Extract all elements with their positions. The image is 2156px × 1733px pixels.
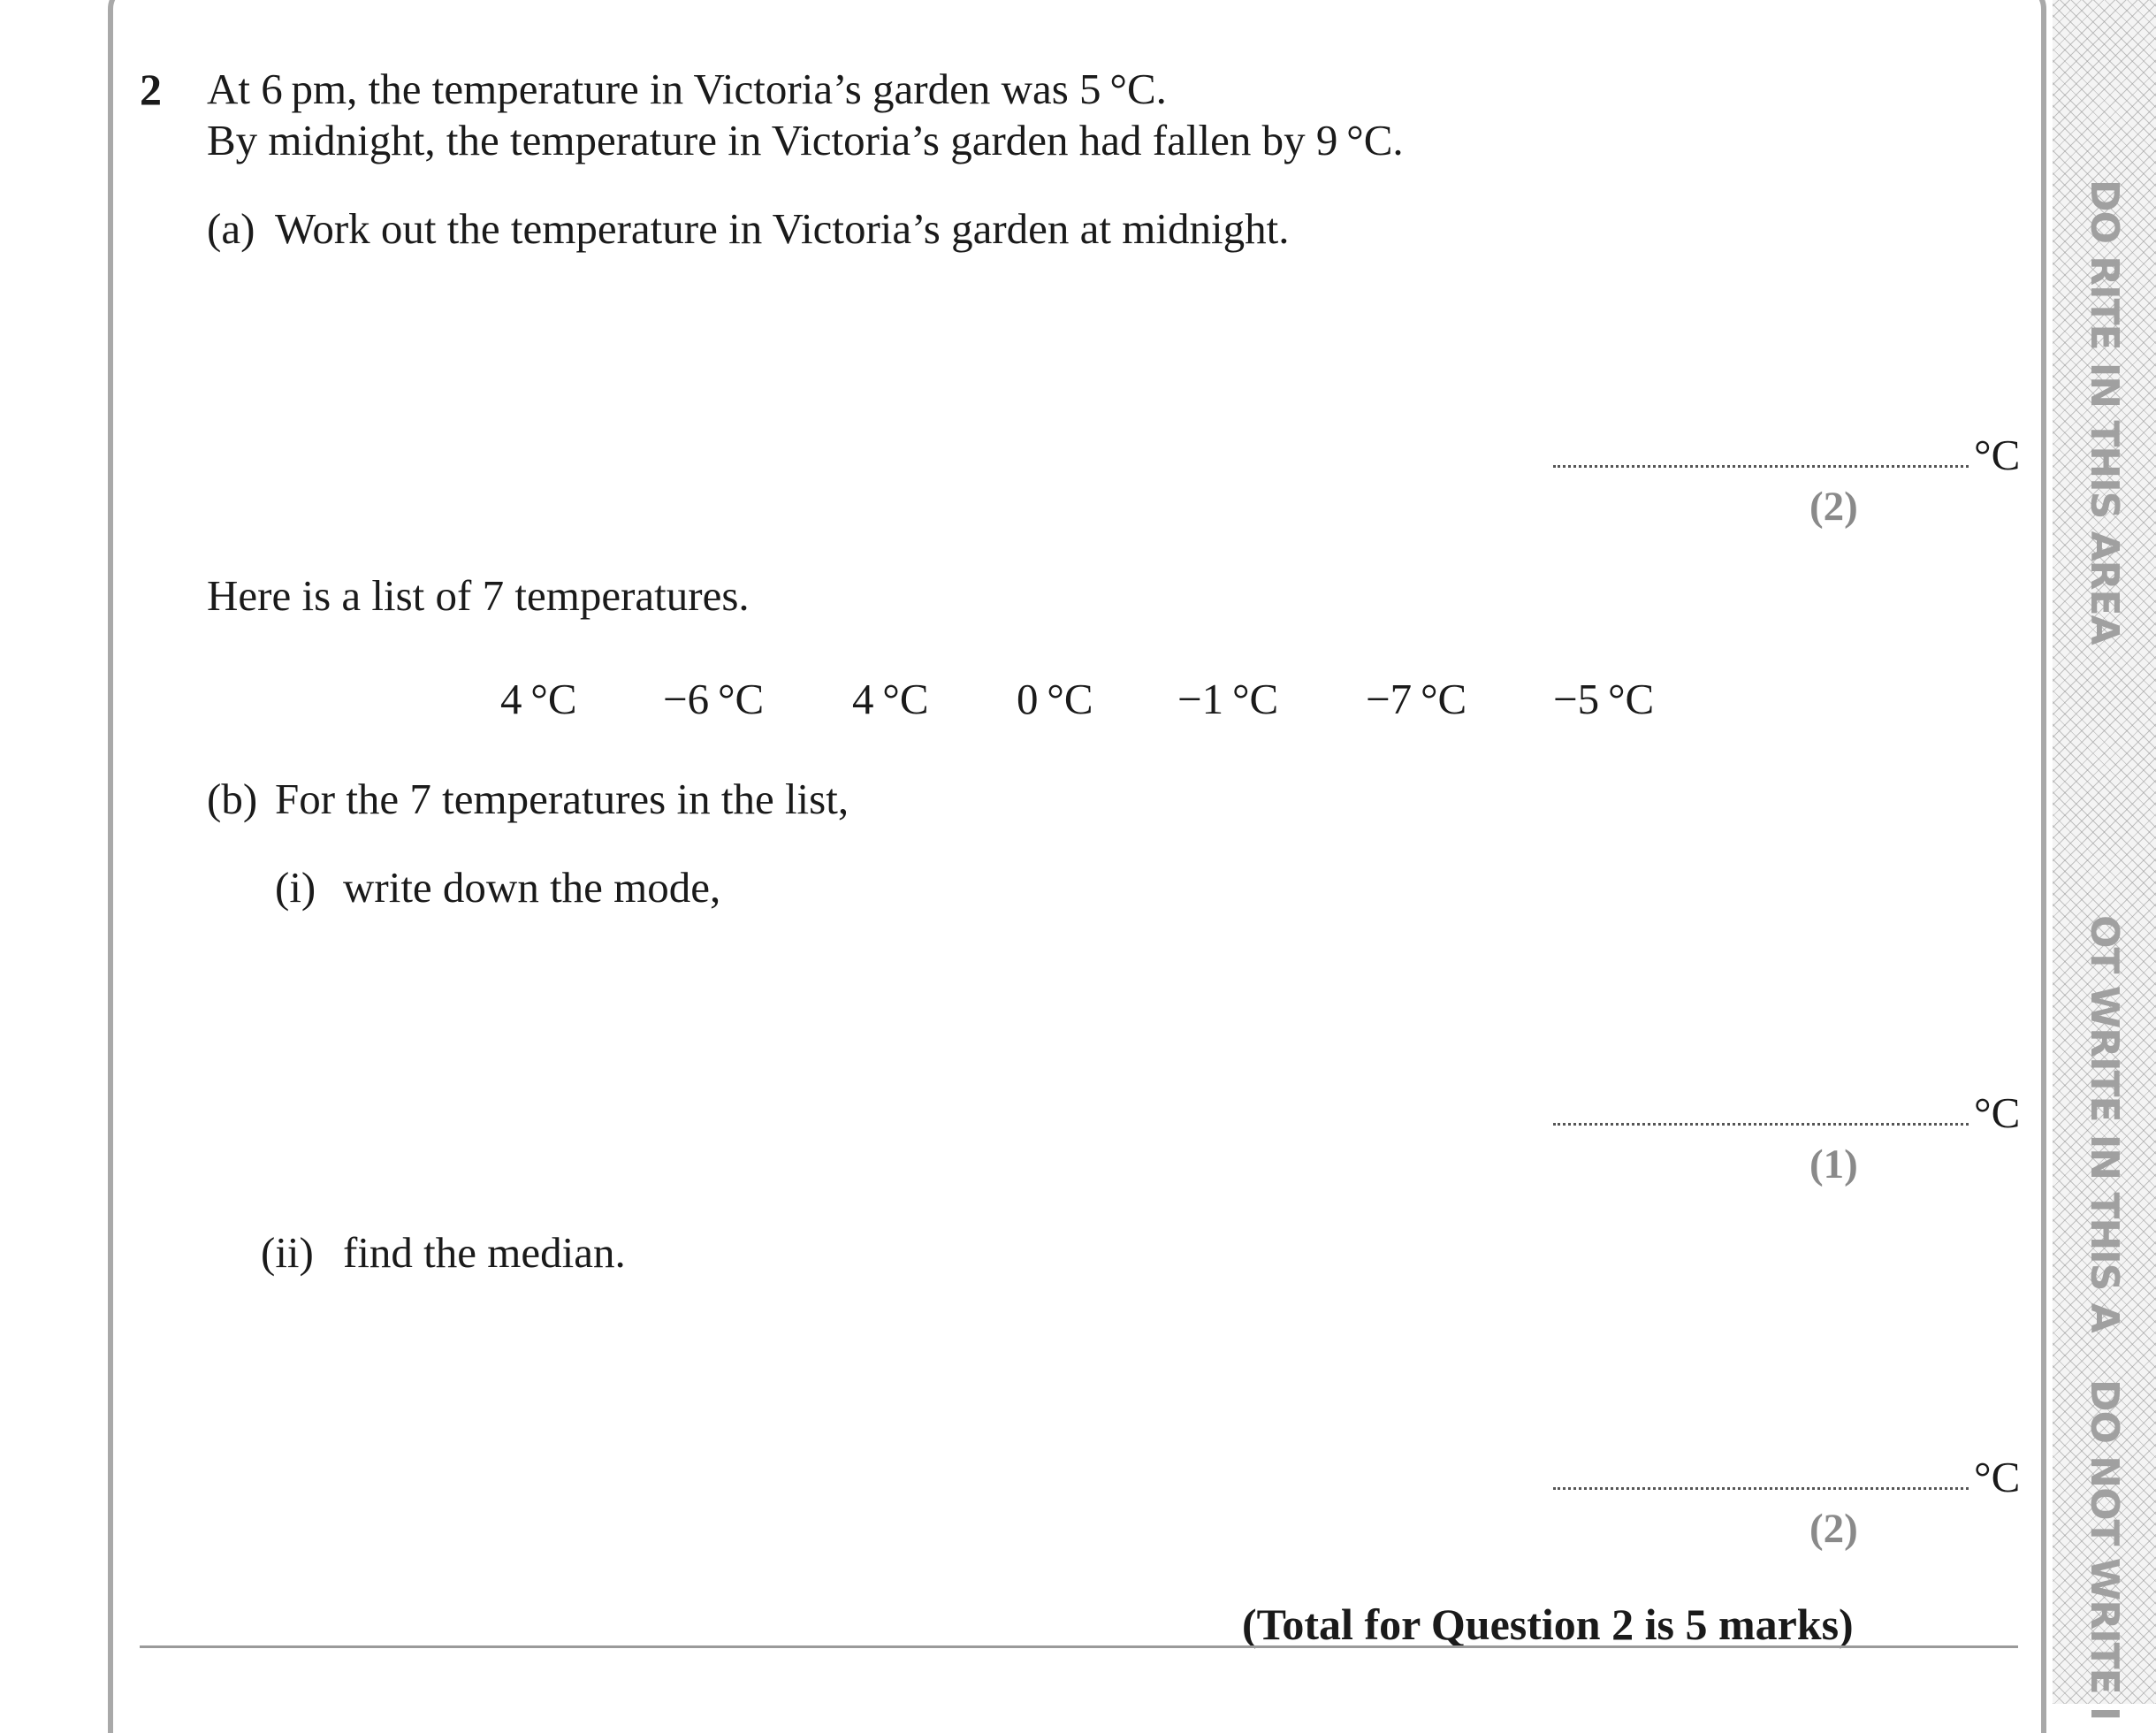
- part-a-marks: (2): [1809, 484, 1858, 530]
- part-b-text: For the 7 temperatures in the list,: [275, 775, 849, 823]
- part-b-ii-answer-line[interactable]: [1553, 1487, 1969, 1490]
- temperature-item: −1 °C: [1177, 675, 1279, 723]
- part-b-i-marks: (1): [1809, 1141, 1858, 1187]
- part-b-label: (b): [207, 775, 258, 823]
- part-b-i-answer-line[interactable]: [1553, 1123, 1969, 1126]
- question-end-rule: [140, 1645, 2018, 1648]
- part-b-ii-marks: (2): [1809, 1506, 1858, 1552]
- temperature-item: 4 °C: [500, 675, 577, 723]
- margin-warning-bottom: DO NOT WRITE I: [2082, 1379, 2127, 1721]
- part-b-ii-text: find the median.: [343, 1228, 626, 1277]
- part-b-ii-label: (ii): [261, 1228, 314, 1277]
- list-intro: Here is a list of 7 temperatures.: [207, 571, 750, 620]
- margin-warning-middle: OT WRITE IN THIS A: [2082, 915, 2127, 1332]
- question-number: 2: [140, 65, 162, 114]
- margin-warning-top: DO RITE IN THIS AREA: [2082, 179, 2127, 645]
- temperature-item: −5 °C: [1553, 675, 1655, 723]
- part-b-i-label: (i): [275, 863, 316, 912]
- question-stem-line-2: By midnight, the temperature in Victoria’s garden had fallen by 9 °C.: [207, 116, 1404, 164]
- temperature-item: −6 °C: [663, 675, 765, 723]
- question-stem-line-1: At 6 pm, the temperature in Victoria’s garden was 5 °C.: [207, 65, 1167, 113]
- part-a-label: (a): [207, 204, 255, 253]
- part-a-unit: °C: [1974, 431, 2021, 479]
- temperature-item: 0 °C: [1017, 675, 1093, 723]
- part-b-i-unit: °C: [1974, 1088, 2021, 1137]
- part-a-text: Work out the temperature in Victoria’s garden at midnight.: [275, 204, 1290, 253]
- part-a-answer-line[interactable]: [1553, 465, 1969, 468]
- part-b-i-text: write down the mode,: [343, 863, 721, 912]
- part-b-ii-unit: °C: [1974, 1453, 2021, 1501]
- question-total: (Total for Question 2 is 5 marks): [1242, 1599, 1854, 1649]
- temperature-item: −7 °C: [1366, 675, 1467, 723]
- temperature-item: 4 °C: [852, 675, 929, 723]
